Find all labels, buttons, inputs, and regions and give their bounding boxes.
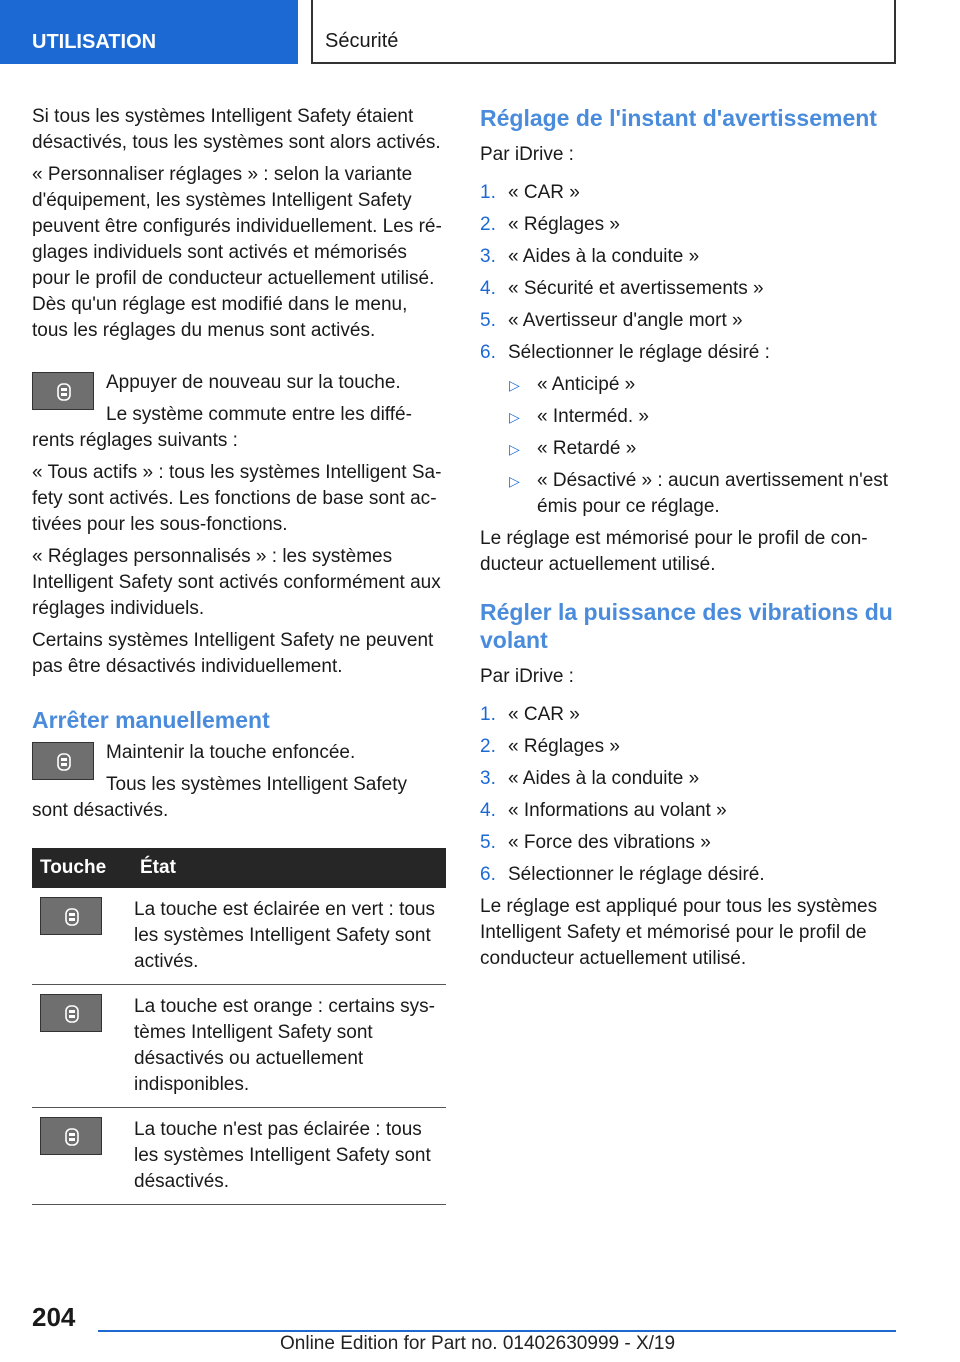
table-row <box>32 985 446 1108</box>
page-number: 204 <box>32 1302 76 1332</box>
steps-list-warning <box>480 180 896 366</box>
paragraph: Par iDrive : <box>480 666 574 687</box>
right-column <box>480 104 896 978</box>
paragraph: Le réglage est appliqué pour tous les systèmes Intelligent Safety et mémorisé pour le profil de conducteur actuellement utilisé. <box>480 896 878 969</box>
safety-button-icon <box>40 897 102 935</box>
list-item: ▷ « Interméd. » <box>480 404 896 430</box>
list-item: 4. « Sécurité et avertissements » <box>480 278 764 299</box>
list-item: 4. « Informations au volant » <box>480 800 727 821</box>
table-cell: La touche est orange : certains systèmes Intelligent Safety sont désactivés ou actuellement indisponibles. <box>134 985 446 1108</box>
paragraph: Si tous les systèmes Intelligent Safety étaient désactivés, tous les systèmes sont alors activés. <box>32 106 441 153</box>
paragraph: Tous les systèmes Intelligent Safety sont désactivés. <box>32 774 407 821</box>
status-table <box>32 848 446 1205</box>
left-column <box>32 104 446 1205</box>
section-heading: Réglage de l'instant d'avertissement <box>480 105 877 131</box>
list-item: ▷ « Désactivé » : aucun avertissement n'est émis pour ce réglage. <box>509 470 889 517</box>
triangle-bullet-icon: ▷ <box>509 473 520 489</box>
paragraph: « Tous actifs » : tous les systèmes Intelligent Safety sont activés. Les fonctions de base sont activées pour les sous-fonctions. <box>32 462 442 535</box>
safety-button-icon <box>32 372 94 410</box>
table-cell: La touche est éclairée en vert : tous les systèmes Intelligent Safety sont activés. <box>134 888 446 985</box>
paragraph: « Personnaliser réglages » : selon la variante d'équipement, les systèmes Intelligent Safety peuvent être configurés individuellement. Les réglages individuels sont activés et mémorisés pour le profil de conducteur actuellement utilisé. Dès qu'un réglage est modifié dans le menu, tous les réglages du menus sont activés. <box>32 164 442 341</box>
edition-note: Online Edition for Part no. 01402630999 - X/19 <box>280 1333 676 1354</box>
triangle-bullet-icon: ▷ <box>509 409 520 425</box>
list-item: 6. Sélectionner le réglage désiré : <box>480 342 770 363</box>
table-header-touche: Touche <box>32 848 134 888</box>
safety-button-icon <box>40 994 102 1032</box>
table-header-row <box>32 848 446 888</box>
button-instruction <box>32 370 446 454</box>
steps-list-vibration <box>480 702 896 888</box>
paragraph: « Réglages personnalisés » : les systèmes Intelligent Safety sont activés conformément aux réglages individuels. <box>32 546 441 619</box>
section-title: UTILISATION <box>32 31 157 53</box>
table-cell: La touche n'est pas éclairée : tous les systèmes Intelligent Safety sont désactivés. <box>134 1108 446 1205</box>
paragraph: Maintenir la touche enfoncée. <box>106 742 356 763</box>
table-header-etat: État <box>134 848 446 888</box>
list-item: ▷ « Anticipé » <box>480 372 896 398</box>
list-item: 1. « CAR » <box>480 182 580 203</box>
section-heading: Régler la puissance des vibrations du volant <box>480 599 893 653</box>
list-item: 5. « Avertisseur d'angle mort » <box>480 310 743 331</box>
list-item: 3. « Aides à la conduite » <box>480 768 700 789</box>
list-item: 2. « Réglages » <box>480 214 620 235</box>
paragraph: Par iDrive : <box>480 144 574 165</box>
list-item: 1. « CAR » <box>480 704 580 725</box>
paragraph: Certains systèmes Intelligent Safety ne peuvent pas être désactivés individuellement. <box>32 630 434 677</box>
safety-button-icon <box>32 742 94 780</box>
paragraph: Le réglage est mémorisé pour le profil de conducteur actuellement utilisé. <box>480 528 868 575</box>
button-instruction <box>32 740 446 824</box>
list-item: 5. « Force des vibrations » <box>480 832 711 853</box>
triangle-bullet-icon: ▷ <box>509 441 520 457</box>
list-item: 2. « Réglages » <box>480 736 620 757</box>
table-row <box>32 888 446 985</box>
paragraph: Appuyer de nouveau sur la touche. <box>106 372 401 393</box>
list-item: ▷ « Retardé » <box>480 436 896 462</box>
paragraph: Le système commute entre les différents réglages suivants : <box>32 404 412 451</box>
chapter-header <box>311 0 896 64</box>
list-item: 6. Sélectionner le réglage désiré. <box>480 864 765 885</box>
chapter-title: Sécurité <box>325 30 399 52</box>
list-item: 3. « Aides à la conduite » <box>480 246 700 267</box>
table-row <box>32 1108 446 1205</box>
triangle-bullet-icon: ▷ <box>509 377 520 393</box>
section-heading: Arrêter manuellement <box>32 707 270 733</box>
options-list <box>480 372 896 520</box>
safety-button-icon <box>40 1117 102 1155</box>
section-tab <box>0 0 298 64</box>
